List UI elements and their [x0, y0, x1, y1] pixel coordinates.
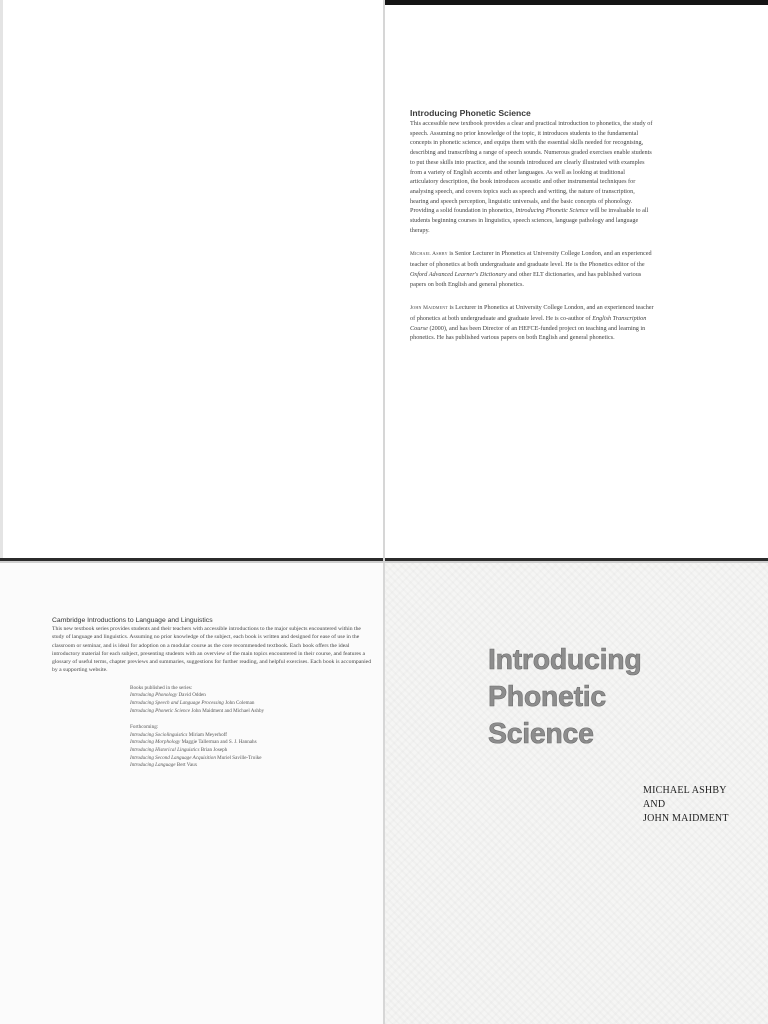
- forthcoming-heading: Forthcoming:: [130, 724, 159, 731]
- horizontal-fold: [0, 561, 768, 563]
- list-item: [130, 700, 372, 708]
- bio-text: is Senior Lecturer in Phonetics at University College London, and an experienced teacher of phonetics at both undergraduate and graduate level. He is the Phonetics editor of the: [410, 250, 652, 269]
- bio-italic-title: Oxford Advanced Learner's Dictionary: [410, 270, 507, 278]
- bio-text: is Lecturer in Phonetics at University College London, and an experienced teacher of phonetics at both undergraduate and graduate level. He is co-author of: [410, 304, 654, 322]
- list-item: [130, 692, 372, 700]
- bio-author-name: John Maidment: [410, 305, 448, 312]
- book-title: Introducing Historical Linguistics: [130, 746, 200, 753]
- series-description: This new textbook series provides students and their teachers with accessible introductions to the major subjects encountered within the study of language and linguistics. Assuming no prior knowledge of the subject, each book is written and designed for ease of use in the classroom or seminar, and is ideal for adoption on a modular course as the core recommended textbook. Each book offers the ideal introductory material for each subject, presenting students with an overview of the main topics encountered in their course, and features a glossary of useful terms, chapter previews and summaries, suggestions for further reading, and helpful exercises. Each book is accompanied by a supporting website.: [52, 626, 372, 674]
- vertical-fold: [383, 0, 385, 1024]
- book-author: Muriel Saville-Troike: [217, 754, 262, 761]
- published-books-list: [130, 685, 372, 770]
- title-page: [384, 562, 768, 1024]
- bio-text-end: (2000), and has been Director of an HEFCE-funded project on teaching and learning in phonetics. He has published various papers on both English and general phonetics.: [410, 324, 646, 342]
- book-author: Bert Vaux: [176, 762, 198, 769]
- book-title: Introducing Morphology: [130, 739, 181, 746]
- list-item: [130, 755, 372, 763]
- list-item: [130, 708, 372, 716]
- series-page: [0, 562, 384, 1024]
- bio-text-end: and other ELT dictionaries, and has published various papers on both English and general phonetics.: [410, 270, 642, 288]
- list-item: [130, 732, 372, 740]
- book-author: David Odden: [178, 692, 206, 699]
- book-author: Miriam Meyerhoff: [188, 731, 227, 738]
- bio-author-name: Michael Ashby: [410, 251, 448, 258]
- back-cover-blurb: [410, 108, 654, 343]
- list-item: [130, 739, 372, 747]
- book-author: Brian Joseph: [200, 746, 228, 753]
- author-bio-ashby: [410, 249, 654, 289]
- blurb-description-end: will be invaluable to all students beginning courses in linguistics, speech sciences, language pathology and language therapy.: [410, 207, 649, 234]
- cover-title-line: Science: [488, 718, 594, 750]
- author-bio-maidment: [410, 303, 654, 343]
- list-item: [130, 747, 372, 755]
- blank-inside-cover: [0, 0, 384, 562]
- blurb-description-text: This accessible new textbook provides a clear and practical introduction to phonetics, the study of speech. Assuming no prior knowledge of the topic, it introduces students to the fundamental concepts in phonetic science, and equips them with the essential skills needed for recognising, describing and transcribing a range of speech sounds. Numerous graded exercises enable students to put these skills into practice, and the sounds introduced are clearly illustrated with examples from a variety of English accents and other languages. As well as looking at traditional articulatory description, the book introduces acoustic and other instrumental techniques for analysing speech, and covers topics such as speech and writing, the nature of transcription, hearing and speech perception, linguistic universals, and the basic concepts of phonology. Providing a solid foundation in phonetics,: [410, 120, 653, 215]
- book-title: Introducing Language: [130, 762, 176, 769]
- book-title: Introducing Sociolinguistics: [130, 731, 188, 738]
- book-title: Introducing Second Language Acquisition: [130, 754, 216, 761]
- cover-author-line: AND: [643, 799, 666, 811]
- back-cover-page: [384, 0, 768, 562]
- page-edge: [0, 0, 3, 562]
- blurb-book-title: Introducing Phonetic Science: [515, 207, 589, 215]
- book-title: Introducing Phonetic Science: [130, 707, 191, 714]
- blurb-title: Introducing Phonetic Science: [410, 108, 531, 118]
- scan-top-edge: [384, 0, 768, 5]
- book-title: Introducing Phonology: [130, 692, 178, 699]
- bio-italic-title: English Transcription Course: [410, 314, 647, 332]
- book-author: John Coleman: [225, 699, 255, 706]
- cover-author-line: JOHN MAIDMENT: [643, 813, 729, 825]
- published-heading: Books published in the series:: [130, 684, 193, 691]
- series-info: [52, 617, 372, 770]
- cover-author-line: MICHAEL ASHBY: [643, 785, 727, 796]
- book-author: Maggie Tallerman and S. J. Hannahs: [181, 739, 257, 746]
- book-title: Introducing Speech and Language Processing: [130, 699, 224, 706]
- book-author: John Maidment and Michael Ashby: [191, 707, 265, 714]
- cover-title-line: Introducing: [488, 644, 642, 676]
- cover-title: [488, 642, 641, 753]
- blurb-description: [410, 119, 654, 235]
- cover-title-line: Phonetic: [488, 681, 606, 713]
- list-item: [130, 762, 372, 770]
- series-title: Cambridge Introductions to Language and Linguistics: [52, 617, 213, 624]
- cover-authors: [643, 784, 729, 827]
